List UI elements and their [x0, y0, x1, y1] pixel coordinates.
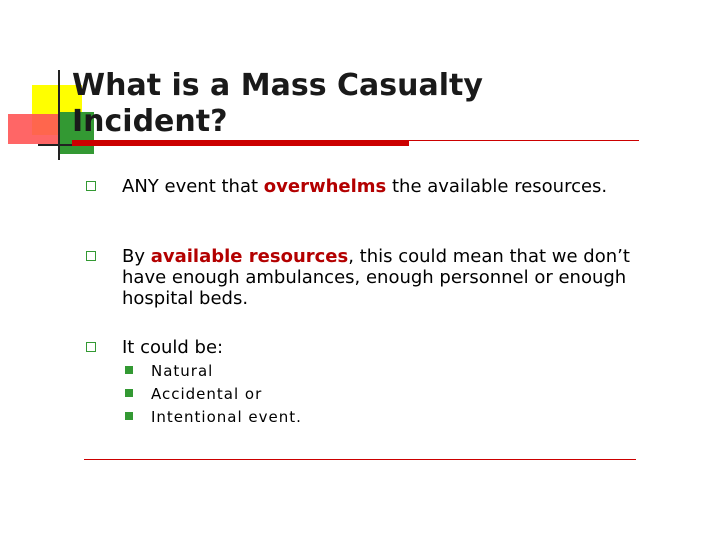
slide-title-line-1: What is a Mass Casualty — [72, 68, 483, 103]
bullet-text — [122, 176, 662, 197]
bullet-text-part: , this could mean that we don’t have enough ambulances, enough personnel or enough hospital beds. — [122, 246, 630, 309]
footer-rule — [84, 459, 636, 460]
bullet-text-part: By — [122, 246, 151, 267]
slide-title-line-2: Incident? — [72, 104, 228, 139]
filled-square-bullet-icon — [125, 412, 133, 420]
hollow-square-bullet-icon — [86, 342, 96, 352]
bullet-text: It could be: — [122, 337, 224, 358]
bullet-emphasis: available resources — [150, 246, 349, 267]
sub-bullet-text: Accidental or — [151, 385, 263, 403]
bullet-text — [122, 246, 662, 309]
filled-square-bullet-icon — [125, 389, 133, 397]
filled-square-bullet-icon — [125, 366, 133, 374]
sub-bullet-text: Natural — [151, 362, 214, 380]
bullet-text-part: ANY event that — [122, 176, 264, 197]
bullet-emphasis: overwhelms — [263, 176, 387, 197]
hollow-square-bullet-icon — [86, 181, 96, 191]
hollow-square-bullet-icon — [86, 251, 96, 261]
sub-bullet-text: Intentional event. — [151, 408, 302, 426]
bullet-text-part: the available resources. — [386, 176, 608, 197]
